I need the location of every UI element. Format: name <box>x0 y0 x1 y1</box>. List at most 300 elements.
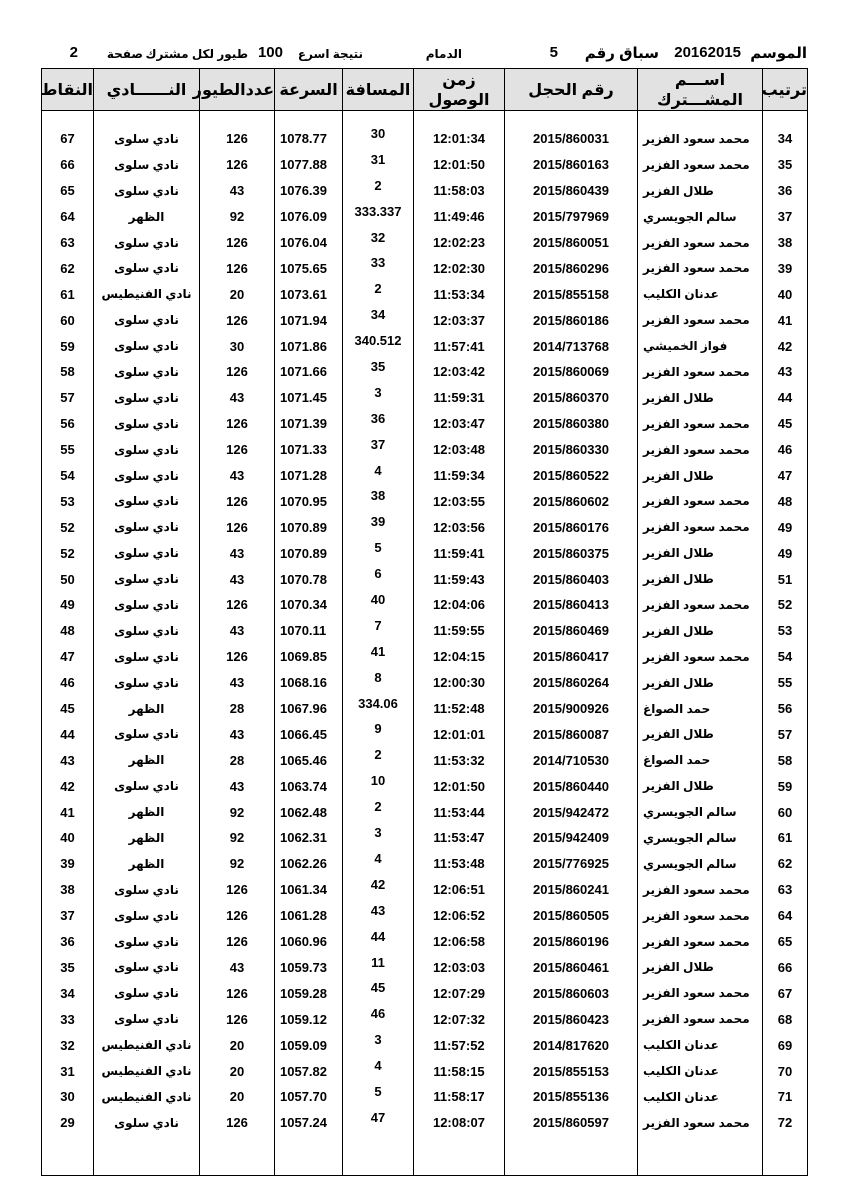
member-cell: حمد الصواغ <box>638 747 763 773</box>
club-cell: نادي سلوى <box>94 333 200 359</box>
speed-cell: 1071.45 <box>275 385 343 411</box>
table-row <box>42 359 808 385</box>
speed-cell: 1070.95 <box>275 488 343 514</box>
arrival-cell: 12:06:52 <box>414 903 505 929</box>
distance-cell: 2 <box>343 281 414 307</box>
club-cell: نادي سلوى <box>94 437 200 463</box>
table-row <box>42 618 808 644</box>
club-cell: نادي سلوى <box>94 255 200 281</box>
arrival-cell: 12:03:47 <box>414 411 505 437</box>
rank-cell: 34 <box>763 126 808 152</box>
birds-cell: 126 <box>200 255 275 281</box>
speed-cell: 1059.12 <box>275 1006 343 1032</box>
distance-cell: 3 <box>343 1032 414 1058</box>
distance-cell: 2 <box>343 178 414 204</box>
club-cell: نادي سلوى <box>94 929 200 955</box>
arrival-cell: 11:53:44 <box>414 799 505 825</box>
rank-cell: 56 <box>763 696 808 722</box>
speed-cell: 1059.28 <box>275 980 343 1006</box>
ring-cell: 2014/713768 <box>505 333 638 359</box>
birds-cell: 43 <box>200 618 275 644</box>
club-cell: نادي سلوى <box>94 903 200 929</box>
speed-cell: 1059.73 <box>275 955 343 981</box>
arrival-cell: 11:57:52 <box>414 1032 505 1058</box>
speed-cell: 1065.46 <box>275 747 343 773</box>
arrival-cell: 12:03:37 <box>414 307 505 333</box>
arrival-cell: 12:01:50 <box>414 773 505 799</box>
arrival-cell: 11:49:46 <box>414 204 505 230</box>
member-cell: محمد سعود الفزير <box>638 411 763 437</box>
header-row <box>42 69 808 111</box>
birds-cell: 92 <box>200 851 275 877</box>
birds-cell: 126 <box>200 644 275 670</box>
ring-cell: 2015/860413 <box>505 592 638 618</box>
arrival-cell: 11:58:17 <box>414 1084 505 1110</box>
member-cell: طلال الفزير <box>638 463 763 489</box>
table-row <box>42 178 808 204</box>
points-cell: 60 <box>42 307 94 333</box>
table-row <box>42 540 808 566</box>
arrival-cell: 12:03:48 <box>414 437 505 463</box>
rank-cell: 40 <box>763 281 808 307</box>
col-points-header: النقاط <box>42 69 94 111</box>
member-cell: حمد الصواغ <box>638 696 763 722</box>
ring-cell: 2015/776925 <box>505 851 638 877</box>
distance-cell: 333.337 <box>343 204 414 230</box>
col-distance-header: المسافة <box>343 69 414 111</box>
club-cell: الظهر <box>94 747 200 773</box>
birds-cell: 126 <box>200 929 275 955</box>
filler-row <box>42 1136 808 1176</box>
distance-cell: 30 <box>343 126 414 152</box>
points-cell: 50 <box>42 566 94 592</box>
speed-cell: 1073.61 <box>275 281 343 307</box>
ring-cell: 2015/860597 <box>505 1110 638 1136</box>
member-cell: سالم الجويسري <box>638 204 763 230</box>
club-cell: نادي سلوى <box>94 955 200 981</box>
table-row <box>42 152 808 178</box>
rank-cell: 65 <box>763 929 808 955</box>
page-number: 2 <box>69 44 78 61</box>
member-cell: محمد سعود الفزير <box>638 255 763 281</box>
distance-cell: 41 <box>343 644 414 670</box>
rank-cell: 71 <box>763 1084 808 1110</box>
club-cell: نادي سلوى <box>94 385 200 411</box>
member-cell: طلال الفزير <box>638 670 763 696</box>
ring-cell: 2015/860264 <box>505 670 638 696</box>
distance-cell: 33 <box>343 255 414 281</box>
speed-cell: 1059.09 <box>275 1032 343 1058</box>
club-cell: نادي سلوى <box>94 359 200 385</box>
club-cell: الظهر <box>94 851 200 877</box>
speed-cell: 1070.78 <box>275 566 343 592</box>
col-birds-header: عددالطيور <box>200 69 275 111</box>
club-cell: الظهر <box>94 696 200 722</box>
club-cell: نادي سلوى <box>94 411 200 437</box>
points-cell: 39 <box>42 851 94 877</box>
points-cell: 55 <box>42 437 94 463</box>
arrival-cell: 12:02:30 <box>414 255 505 281</box>
points-cell: 46 <box>42 670 94 696</box>
birds-cell: 28 <box>200 747 275 773</box>
rank-cell: 52 <box>763 592 808 618</box>
rank-cell: 35 <box>763 152 808 178</box>
table-row <box>42 204 808 230</box>
club-cell: نادي الفنيطيس <box>94 1058 200 1084</box>
member-cell: طلال الفزير <box>638 721 763 747</box>
speed-cell: 1063.74 <box>275 773 343 799</box>
club-cell: نادي سلوى <box>94 126 200 152</box>
distance-cell: 47 <box>343 1110 414 1136</box>
speed-cell: 1071.94 <box>275 307 343 333</box>
ring-cell: 2015/860241 <box>505 877 638 903</box>
distance-cell: 40 <box>343 592 414 618</box>
points-cell: 66 <box>42 152 94 178</box>
birds-cell: 126 <box>200 592 275 618</box>
points-cell: 48 <box>42 618 94 644</box>
speed-cell: 1071.86 <box>275 333 343 359</box>
speed-cell: 1057.70 <box>275 1084 343 1110</box>
col-member-header: اســـم المشـــترك <box>638 69 763 111</box>
points-cell: 37 <box>42 903 94 929</box>
speed-cell: 1057.24 <box>275 1110 343 1136</box>
ring-cell: 2015/860439 <box>505 178 638 204</box>
member-cell: سالم الجويسري <box>638 799 763 825</box>
col-speed-header: السرعة <box>275 69 343 111</box>
table-row <box>42 955 808 981</box>
distance-cell: 44 <box>343 929 414 955</box>
arrival-cell: 12:03:42 <box>414 359 505 385</box>
member-cell: طلال الفزير <box>638 618 763 644</box>
birds-cell: 126 <box>200 877 275 903</box>
birds-cell: 92 <box>200 825 275 851</box>
speed-cell: 1071.33 <box>275 437 343 463</box>
member-cell: طلال الفزير <box>638 540 763 566</box>
rank-cell: 49 <box>763 540 808 566</box>
birds-cell: 43 <box>200 178 275 204</box>
rank-cell: 47 <box>763 463 808 489</box>
rank-cell: 64 <box>763 903 808 929</box>
arrival-cell: 12:03:56 <box>414 514 505 540</box>
distance-cell: 32 <box>343 230 414 256</box>
per-member-label: طيور لكل مشترك <box>145 47 248 61</box>
distance-cell: 5 <box>343 1084 414 1110</box>
points-cell: 41 <box>42 799 94 825</box>
ring-cell: 2015/860069 <box>505 359 638 385</box>
member-cell: طلال الفزير <box>638 566 763 592</box>
birds-cell: 43 <box>200 773 275 799</box>
rank-cell: 54 <box>763 644 808 670</box>
birds-cell: 126 <box>200 126 275 152</box>
rank-cell: 48 <box>763 488 808 514</box>
points-cell: 65 <box>42 178 94 204</box>
distance-cell: 45 <box>343 980 414 1006</box>
table-row <box>42 773 808 799</box>
arrival-cell: 12:00:30 <box>414 670 505 696</box>
member-cell: عدنان الكليب <box>638 281 763 307</box>
points-cell: 67 <box>42 126 94 152</box>
table-row <box>42 126 808 152</box>
points-cell: 43 <box>42 747 94 773</box>
birds-cell: 20 <box>200 1032 275 1058</box>
birds-cell: 126 <box>200 1110 275 1136</box>
table-row <box>42 463 808 489</box>
page-label: صفحة <box>106 47 143 61</box>
table-row <box>42 488 808 514</box>
points-cell: 34 <box>42 980 94 1006</box>
ring-cell: 2015/860469 <box>505 618 638 644</box>
table-row <box>42 747 808 773</box>
table-row <box>42 851 808 877</box>
season-label: الموسم <box>750 45 807 62</box>
points-cell: 52 <box>42 540 94 566</box>
speed-cell: 1071.39 <box>275 411 343 437</box>
birds-cell: 126 <box>200 230 275 256</box>
points-cell: 63 <box>42 230 94 256</box>
member-cell: محمد سعود الفزير <box>638 126 763 152</box>
club-cell: نادي سلوى <box>94 463 200 489</box>
rank-cell: 66 <box>763 955 808 981</box>
speed-cell: 1060.96 <box>275 929 343 955</box>
club-cell: نادي الفنيطيس <box>94 281 200 307</box>
arrival-cell: 11:59:43 <box>414 566 505 592</box>
distance-cell: 37 <box>343 437 414 463</box>
arrival-cell: 12:01:01 <box>414 721 505 747</box>
birds-cell: 126 <box>200 488 275 514</box>
birds-cell: 43 <box>200 670 275 696</box>
rank-cell: 60 <box>763 799 808 825</box>
points-cell: 49 <box>42 592 94 618</box>
points-cell: 44 <box>42 721 94 747</box>
arrival-cell: 12:07:32 <box>414 1006 505 1032</box>
birds-cell: 43 <box>200 463 275 489</box>
distance-cell: 11 <box>343 955 414 981</box>
arrival-cell: 11:59:41 <box>414 540 505 566</box>
distance-cell: 35 <box>343 359 414 385</box>
rank-cell: 44 <box>763 385 808 411</box>
member-cell: عدنان الكليب <box>638 1058 763 1084</box>
member-cell: محمد سعود الفزير <box>638 592 763 618</box>
speed-cell: 1076.09 <box>275 204 343 230</box>
speed-cell: 1078.77 <box>275 126 343 152</box>
table-row <box>42 903 808 929</box>
club-cell: نادي الفنيطيس <box>94 1032 200 1058</box>
distance-cell: 5 <box>343 540 414 566</box>
points-cell: 40 <box>42 825 94 851</box>
club-cell: نادي سلوى <box>94 644 200 670</box>
member-cell: محمد سعود الفزير <box>638 980 763 1006</box>
club-cell: نادي سلوى <box>94 980 200 1006</box>
club-cell: نادي سلوى <box>94 1110 200 1136</box>
ring-cell: 2015/860380 <box>505 411 638 437</box>
club-cell: نادي سلوى <box>94 618 200 644</box>
arrival-cell: 12:06:58 <box>414 929 505 955</box>
ring-cell: 2015/860423 <box>505 1006 638 1032</box>
points-cell: 36 <box>42 929 94 955</box>
birds-cell: 126 <box>200 980 275 1006</box>
distance-cell: 34 <box>343 307 414 333</box>
points-cell: 56 <box>42 411 94 437</box>
rank-cell: 59 <box>763 773 808 799</box>
ring-cell: 2015/860031 <box>505 126 638 152</box>
season-value: 20162015 <box>674 44 741 61</box>
rank-cell: 61 <box>763 825 808 851</box>
col-arrival-header: زمن الوصول <box>414 69 505 111</box>
result-label: نتيجة اسرع <box>297 47 363 61</box>
rank-cell: 41 <box>763 307 808 333</box>
birds-cell: 126 <box>200 514 275 540</box>
table-row <box>42 877 808 903</box>
ring-cell: 2015/900926 <box>505 696 638 722</box>
arrival-cell: 12:03:55 <box>414 488 505 514</box>
points-cell: 52 <box>42 514 94 540</box>
table-row <box>42 1032 808 1058</box>
birds-cell: 30 <box>200 333 275 359</box>
spacer-row <box>42 111 808 127</box>
member-cell: محمد سعود الفزير <box>638 359 763 385</box>
col-rank-header: ترتيب <box>763 69 808 111</box>
birds-cell: 28 <box>200 696 275 722</box>
city-label: الدمام <box>425 47 462 61</box>
member-cell: طلال الفزير <box>638 178 763 204</box>
member-cell: محمد سعود الفزير <box>638 929 763 955</box>
table-row <box>42 1084 808 1110</box>
fastest-count: 100 <box>257 44 283 61</box>
arrival-cell: 12:03:03 <box>414 955 505 981</box>
rank-cell: 55 <box>763 670 808 696</box>
speed-cell: 1077.88 <box>275 152 343 178</box>
rank-cell: 70 <box>763 1058 808 1084</box>
points-cell: 58 <box>42 359 94 385</box>
rank-cell: 43 <box>763 359 808 385</box>
ring-cell: 2015/860196 <box>505 929 638 955</box>
distance-cell: 340.512 <box>343 333 414 359</box>
points-cell: 57 <box>42 385 94 411</box>
rank-cell: 49 <box>763 514 808 540</box>
member-cell: محمد سعود الفزير <box>638 1110 763 1136</box>
speed-cell: 1067.96 <box>275 696 343 722</box>
distance-cell: 6 <box>343 566 414 592</box>
arrival-cell: 11:58:03 <box>414 178 505 204</box>
ring-cell: 2015/860296 <box>505 255 638 281</box>
rank-cell: 53 <box>763 618 808 644</box>
member-cell: طلال الفزير <box>638 955 763 981</box>
club-cell: نادي سلوى <box>94 307 200 333</box>
arrival-cell: 11:57:41 <box>414 333 505 359</box>
table-row <box>42 514 808 540</box>
arrival-cell: 11:53:48 <box>414 851 505 877</box>
table-row <box>42 385 808 411</box>
rank-cell: 69 <box>763 1032 808 1058</box>
club-cell: نادي سلوى <box>94 488 200 514</box>
rank-cell: 72 <box>763 1110 808 1136</box>
club-cell: نادي سلوى <box>94 773 200 799</box>
member-cell: محمد سعود الفزير <box>638 152 763 178</box>
rank-cell: 58 <box>763 747 808 773</box>
birds-cell: 20 <box>200 281 275 307</box>
distance-cell: 9 <box>343 721 414 747</box>
ring-cell: 2015/860505 <box>505 903 638 929</box>
arrival-cell: 12:01:34 <box>414 126 505 152</box>
club-cell: نادي سلوى <box>94 1006 200 1032</box>
arrival-cell: 12:01:50 <box>414 152 505 178</box>
club-cell: نادي سلوى <box>94 230 200 256</box>
speed-cell: 1071.66 <box>275 359 343 385</box>
points-cell: 30 <box>42 1084 94 1110</box>
rank-cell: 46 <box>763 437 808 463</box>
table-row <box>42 566 808 592</box>
club-cell: نادي الفنيطيس <box>94 1084 200 1110</box>
speed-cell: 1062.31 <box>275 825 343 851</box>
distance-cell: 7 <box>343 618 414 644</box>
ring-cell: 2015/942472 <box>505 799 638 825</box>
birds-cell: 126 <box>200 152 275 178</box>
table-row <box>42 696 808 722</box>
points-cell: 59 <box>42 333 94 359</box>
points-cell: 32 <box>42 1032 94 1058</box>
member-cell: محمد سعود الفزير <box>638 514 763 540</box>
club-cell: الظهر <box>94 799 200 825</box>
race-number: 5 <box>549 44 558 61</box>
speed-cell: 1071.28 <box>275 463 343 489</box>
table-row <box>42 437 808 463</box>
ring-cell: 2015/860186 <box>505 307 638 333</box>
table-row <box>42 721 808 747</box>
birds-cell: 126 <box>200 411 275 437</box>
table-row <box>42 1006 808 1032</box>
ring-cell: 2014/817620 <box>505 1032 638 1058</box>
birds-cell: 126 <box>200 437 275 463</box>
member-cell: عدنان الكليب <box>638 1084 763 1110</box>
ring-cell: 2014/710530 <box>505 747 638 773</box>
results-table <box>41 68 808 1176</box>
member-cell: طلال الفزير <box>638 385 763 411</box>
birds-cell: 43 <box>200 566 275 592</box>
speed-cell: 1075.65 <box>275 255 343 281</box>
table-row <box>42 230 808 256</box>
birds-cell: 20 <box>200 1058 275 1084</box>
birds-cell: 92 <box>200 799 275 825</box>
points-cell: 29 <box>42 1110 94 1136</box>
ring-cell: 2015/860403 <box>505 566 638 592</box>
birds-cell: 126 <box>200 307 275 333</box>
distance-cell: 3 <box>343 825 414 851</box>
table-row <box>42 980 808 1006</box>
arrival-cell: 11:52:48 <box>414 696 505 722</box>
member-cell: عدنان الكليب <box>638 1032 763 1058</box>
speed-cell: 1076.39 <box>275 178 343 204</box>
distance-cell: 3 <box>343 385 414 411</box>
points-cell: 64 <box>42 204 94 230</box>
ring-cell: 2015/860051 <box>505 230 638 256</box>
speed-cell: 1070.89 <box>275 514 343 540</box>
member-cell: محمد سعود الفزير <box>638 644 763 670</box>
ring-cell: 2015/860330 <box>505 437 638 463</box>
birds-cell: 126 <box>200 1006 275 1032</box>
ring-cell: 2015/860163 <box>505 152 638 178</box>
club-cell: الظهر <box>94 825 200 851</box>
arrival-cell: 12:07:29 <box>414 980 505 1006</box>
rank-cell: 68 <box>763 1006 808 1032</box>
col-ring-header: رقم الحجل <box>505 69 638 111</box>
birds-cell: 20 <box>200 1084 275 1110</box>
points-cell: 38 <box>42 877 94 903</box>
ring-cell: 2015/860522 <box>505 463 638 489</box>
arrival-cell: 12:04:06 <box>414 592 505 618</box>
rank-cell: 63 <box>763 877 808 903</box>
member-cell: محمد سعود الفزير <box>638 1006 763 1032</box>
club-cell: نادي سلوى <box>94 566 200 592</box>
